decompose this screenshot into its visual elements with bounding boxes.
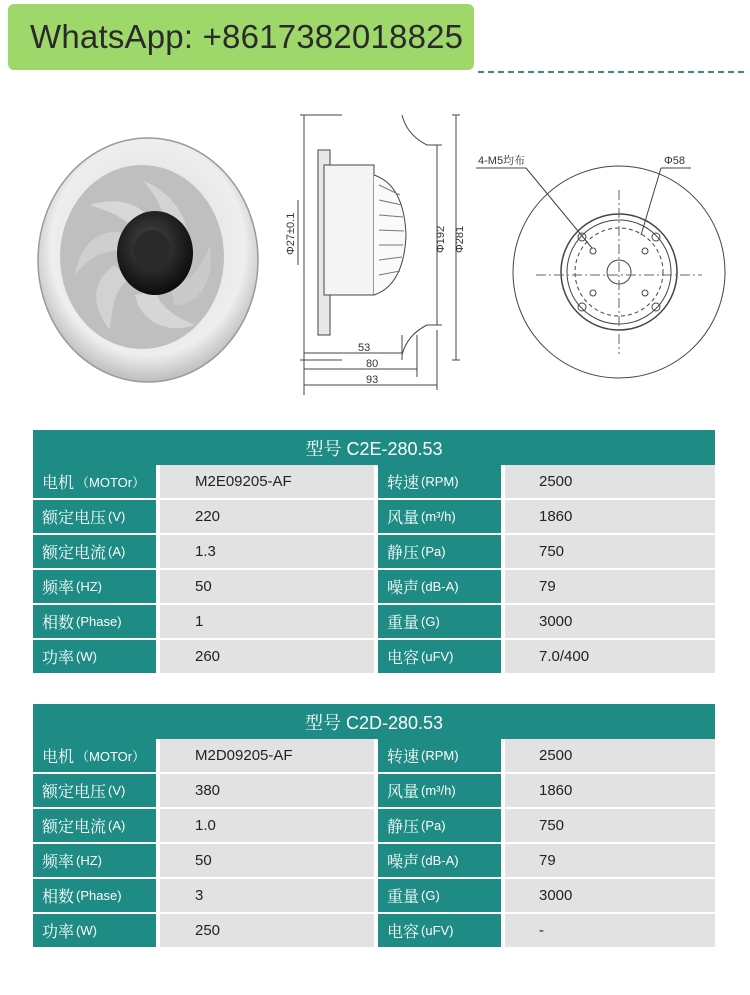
- table-title: 型号 C2D-280.53: [33, 704, 715, 739]
- spec-label-unit: (G): [421, 888, 440, 903]
- spec-label: [378, 739, 505, 773]
- spec-label-unit: (W): [76, 649, 97, 664]
- spec-label-name: 功率: [42, 924, 75, 941]
- spec-label-name: 风量: [387, 510, 420, 527]
- spec-label-name: 相数: [42, 889, 75, 906]
- spec-label-unit: (V): [108, 509, 126, 524]
- spec-label-name: 噪声: [387, 854, 420, 871]
- spec-label: [33, 914, 160, 948]
- spec-value: 1860: [505, 500, 715, 534]
- spec-value: 1.0: [160, 809, 378, 843]
- dim-93-label: 93: [366, 374, 379, 386]
- spec-value: 2500: [505, 465, 715, 499]
- spec-value: 79: [505, 844, 715, 878]
- table-row: [33, 844, 715, 879]
- spec-label: [33, 739, 160, 773]
- table-row: [33, 465, 715, 500]
- spec-label-unit: (Pa): [421, 544, 446, 559]
- spec-label-name: 频率: [42, 580, 75, 597]
- spec-label-name: 重量: [387, 889, 420, 906]
- spec-value: 2500: [505, 739, 715, 773]
- fan-product-photo: [30, 125, 280, 395]
- spec-value: -: [505, 914, 715, 948]
- spec-label-unit: (RPM): [421, 474, 459, 489]
- spec-label-name: 额定电压: [42, 510, 107, 527]
- spec-value: 50: [160, 570, 378, 604]
- spec-value: 79: [505, 570, 715, 604]
- table-row: [33, 535, 715, 570]
- spec-label-name: 静压: [387, 819, 420, 836]
- spec-label-unit: (m³/h): [421, 509, 456, 524]
- spec-value: 3000: [505, 879, 715, 913]
- table-row: [33, 809, 715, 844]
- table-row: [33, 739, 715, 774]
- spec-value: 750: [505, 535, 715, 569]
- table-row: [33, 640, 715, 675]
- dim-80-label: 80: [366, 358, 379, 370]
- spec-label-name: 转速: [387, 749, 420, 766]
- spec-label: [33, 640, 160, 674]
- spec-label: [378, 500, 505, 534]
- spec-label-unit: （MOTOr）: [76, 475, 146, 490]
- table-row: [33, 605, 715, 640]
- table-row: [33, 500, 715, 535]
- spec-label-unit: (HZ): [76, 579, 103, 594]
- spec-label: [378, 535, 505, 569]
- spec-label-name: 重量: [387, 615, 420, 632]
- spec-value: 1.3: [160, 535, 378, 569]
- spec-label: [33, 465, 160, 499]
- table-row: [33, 570, 715, 605]
- spec-label-unit: (Pa): [421, 818, 446, 833]
- spec-label-unit: (dB-A): [421, 853, 459, 868]
- spec-label: [378, 640, 505, 674]
- spec-label: [378, 570, 505, 604]
- spec-label-unit: (RPM): [421, 748, 459, 763]
- spec-label: [33, 500, 160, 534]
- holes-note-label: 4-M5均布: [478, 155, 526, 167]
- spec-label-name: 频率: [42, 854, 75, 871]
- side-view-drawing: [282, 105, 482, 395]
- spec-label-name: 电容: [387, 924, 420, 941]
- spec-label-name: 额定电流: [42, 819, 107, 836]
- spec-label-name: 转速: [387, 475, 420, 492]
- spec-label: [378, 844, 505, 878]
- table-row: [33, 774, 715, 809]
- dim-shaft-label: Φ27±0.1: [285, 212, 297, 255]
- spec-label-name: 相数: [42, 615, 75, 632]
- spec-label: [33, 535, 160, 569]
- spec-label-unit: (uFV): [421, 649, 454, 664]
- spec-label-name: 额定电流: [42, 545, 107, 562]
- spec-label: [378, 879, 505, 913]
- table-row: [33, 879, 715, 914]
- spec-label: [33, 809, 160, 843]
- spec-value: M2D09205-AF: [160, 739, 378, 773]
- dim-58-label: Φ58: [664, 155, 686, 167]
- dim-281-label: Φ281: [454, 225, 466, 253]
- spec-label-name: 静压: [387, 545, 420, 562]
- spec-value: M2E09205-AF: [160, 465, 378, 499]
- front-view-drawing: [476, 140, 746, 400]
- spec-value: 380: [160, 774, 378, 808]
- spec-label-unit: (Phase): [76, 614, 122, 629]
- spec-label: [378, 809, 505, 843]
- spec-label: [33, 570, 160, 604]
- spec-label-name: 电机: [42, 749, 75, 766]
- spec-label: [33, 605, 160, 639]
- spec-value: 1: [160, 605, 378, 639]
- spec-value: 50: [160, 844, 378, 878]
- spec-value: 7.0/400: [505, 640, 715, 674]
- spec-label-unit: (Phase): [76, 888, 122, 903]
- table-row: [33, 914, 715, 949]
- spec-label-name: 电容: [387, 650, 420, 667]
- spec-label-name: 额定电压: [42, 784, 107, 801]
- spec-label-name: 风量: [387, 784, 420, 801]
- spec-label-unit: （MOTOr）: [76, 749, 146, 764]
- spec-value: 3: [160, 879, 378, 913]
- spec-label-unit: (A): [108, 818, 126, 833]
- spec-value: 260: [160, 640, 378, 674]
- spec-label: [33, 879, 160, 913]
- spec-label: [33, 844, 160, 878]
- spec-label: [378, 605, 505, 639]
- dim-192-label: Φ192: [435, 225, 447, 253]
- spec-value: 220: [160, 500, 378, 534]
- spec-label-unit: (A): [108, 544, 126, 559]
- spec-table-c2e: [33, 430, 715, 675]
- spec-label: [378, 465, 505, 499]
- spec-table-c2d: [33, 704, 715, 949]
- spec-value: 750: [505, 809, 715, 843]
- table-title: 型号 C2E-280.53: [33, 430, 715, 465]
- spec-label-unit: (V): [108, 783, 126, 798]
- spec-value: 1860: [505, 774, 715, 808]
- spec-label-unit: (m³/h): [421, 783, 456, 798]
- spec-label-name: 电机: [42, 475, 75, 492]
- spec-label-unit: (dB-A): [421, 579, 459, 594]
- spec-label-name: 噪声: [387, 580, 420, 597]
- spec-label-unit: (G): [421, 614, 440, 629]
- spec-value: 250: [160, 914, 378, 948]
- dim-53-label: 53: [358, 342, 371, 354]
- spec-label-unit: (HZ): [76, 853, 103, 868]
- spec-label-name: 功率: [42, 650, 75, 667]
- whatsapp-banner: [8, 4, 474, 70]
- spec-label: [378, 774, 505, 808]
- spec-label-unit: (uFV): [421, 923, 454, 938]
- whatsapp-contact-text: WhatsApp: +8617382018825: [30, 18, 464, 55]
- dashed-divider: [478, 71, 744, 73]
- spec-value: 3000: [505, 605, 715, 639]
- spec-label-unit: (W): [76, 923, 97, 938]
- spec-label: [33, 774, 160, 808]
- spec-label: [378, 914, 505, 948]
